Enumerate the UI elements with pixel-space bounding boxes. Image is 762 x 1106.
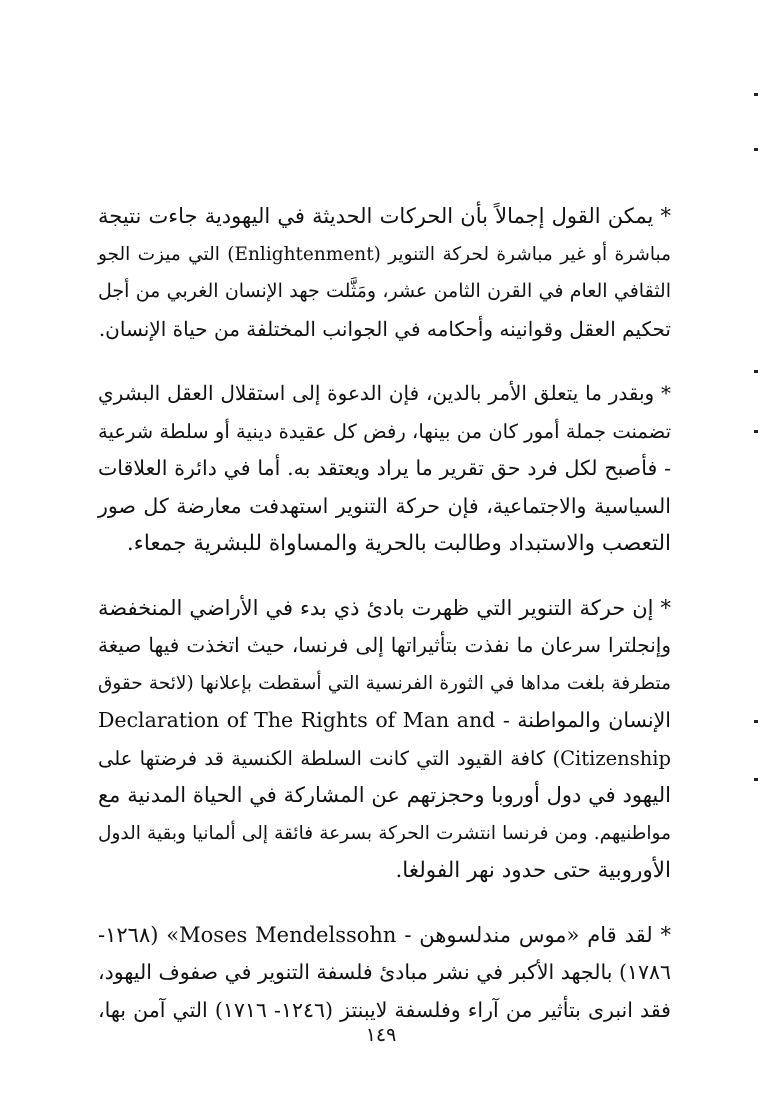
margin-mark: [754, 370, 758, 373]
body-text: [98, 198, 671, 1056]
text-line: الأوروبية حتى حدود نهر الفولغا.: [395, 858, 671, 883]
margin-mark: [754, 778, 758, 781]
text-line: متطرفة بلغت مداها في الثورة الفرنسية التي أسقطت بإعلانها (لائحة حقوق: [98, 672, 671, 694]
margin-mark: [754, 93, 758, 96]
margin-mark: [754, 430, 758, 433]
text-line: تحكيم العقل وقوانينه وأحكامه في الجوانب المختلفة من حياة الإنسان.: [98, 316, 671, 341]
text-line: * إن حركة التنوير التي ظهرت بادئ ذي بدء في الأراضي المنخفضة: [98, 595, 671, 620]
text-line: تضمنت جملة أمور كان من بينها، رفض كل عقيدة دينية أو سلطة شرعية: [98, 419, 671, 443]
margin-mark: [754, 720, 758, 723]
paragraph-mendelssohn: [98, 917, 671, 1030]
text-line: [98, 236, 671, 274]
text-line: * لقد قام «موس مندلسوهن - Moses Mendelssohn» (١٢٦٨-: [98, 922, 671, 947]
text-line: Citizenship) كافة القيود التي كانت السلطة الكنسية قد فرضتها على: [98, 746, 671, 770]
paragraph-spread: [98, 590, 671, 890]
text-line: ١٧٨٦) بالجهد الأكبر في نشر مبادئ فلسفة التنوير في صفوف اليهود،: [98, 960, 671, 984]
text-line: فقد انبرى بتأثير من آراء وفلسفة لايبنتز (١٢٤٦- ١٧١٦) التي آمن بها،: [98, 997, 671, 1022]
text-line: وإنجلترا سرعان ما نفذت بتأثيراتها إلى فرنسا، حيث اتخذت فيها صيغة: [98, 633, 671, 657]
text-line: التعصب والاستبداد وطالبت بالحرية والمساواة للبشرية جمعاء.: [126, 531, 671, 556]
text-line: - فأصبح لكل فرد حق تقرير ما يراد ويعتقد به. أما في دائرة العلاقات: [98, 456, 671, 480]
paragraph-enlightenment-intro: [98, 198, 671, 348]
text-line: * يمكن القول إجمالاً بأن الحركات الحديثة في اليهودية جاءت نتيجة: [98, 204, 671, 228]
margin-mark: [754, 148, 758, 151]
paragraph-religion: [98, 375, 671, 563]
text-line: السياسية والاجتماعية، فإن حركة التنوير استهدفت معارضة كل صور: [98, 493, 671, 518]
page-number: ١٤٩: [365, 1024, 397, 1046]
text-line: مواطنيهم. ومن فرنسا انتشرت الحركة بسرعة فائقة إلى ألمانيا وبقية الدول: [98, 822, 671, 844]
text-line: الإنسان والمواطنة - Declaration of The Rights of Man and: [98, 708, 671, 732]
text-line: اليهود في دول أوروبا وحجزتهم عن المشاركة في الحياة المدنية مع: [98, 783, 671, 807]
text-line: * وبقدر ما يتعلق الأمر بالدين، فإن الدعوة إلى استقلال العقل البشري: [98, 381, 671, 405]
text-line: الثقافي العام في القرن الثامن عشر، ومَثَّلت جهد الإنسان الغربي من أجل: [98, 280, 671, 302]
text-line-content: مباشرة أو غير مباشرة لحركة التنوير (Enlightenment) التي ميزت الجو: [98, 243, 672, 265]
